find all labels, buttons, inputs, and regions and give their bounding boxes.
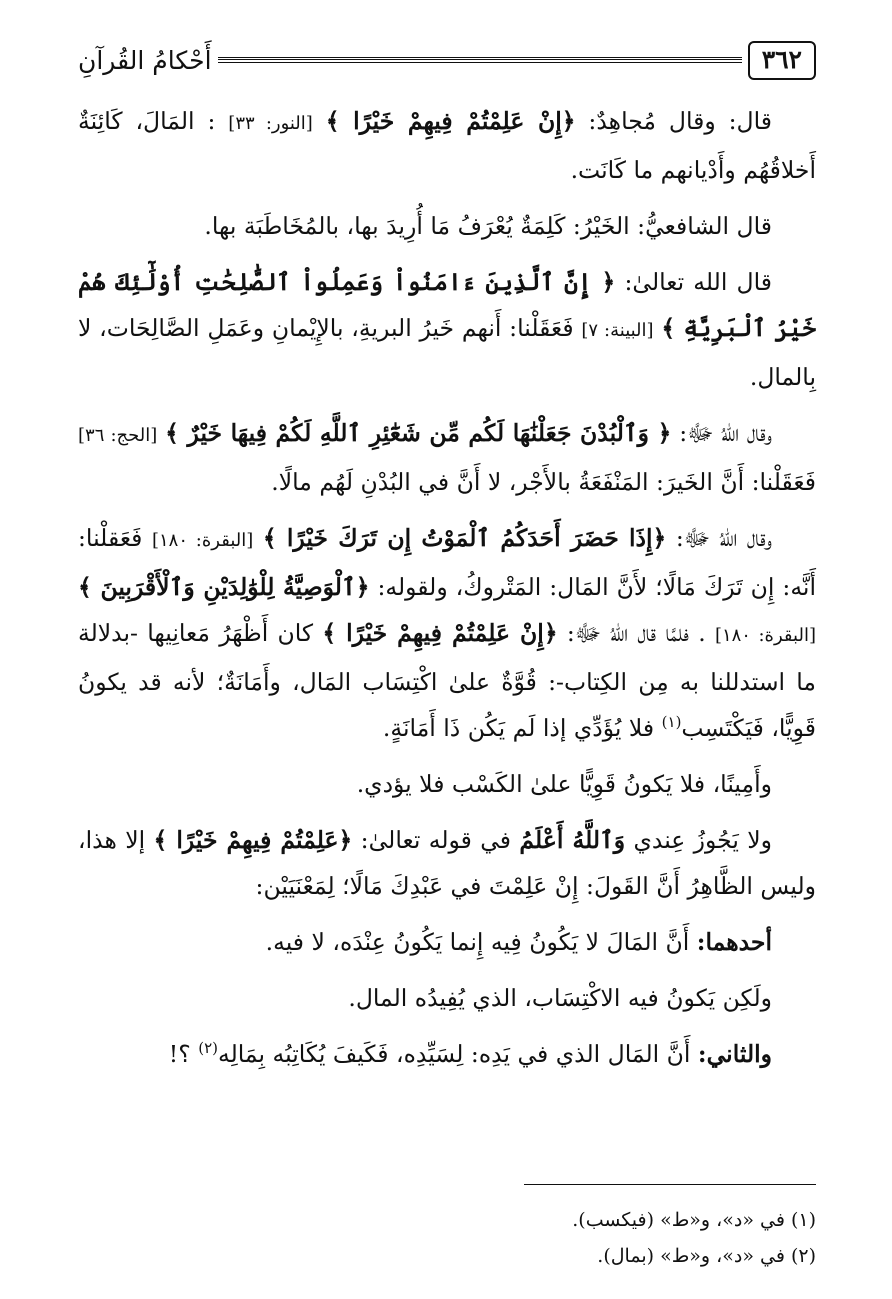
text: فَعَقَلْنا: أَنهم خَيرُ البريةِ، بالإِيْمانِ وعَمَلِ الصَّالِحَات، لا بِالمال.	[78, 314, 816, 391]
page-header	[78, 30, 816, 90]
paragraph-3	[78, 259, 816, 400]
verse-reference: [الحج: ٣٦]	[78, 425, 158, 446]
footnote-rule	[524, 1184, 816, 1185]
paragraph-6: وأَمِينًا، فلا يَكونُ قَوِيًّا علىٰ الكَسْب فلا يؤدي.	[356, 770, 772, 798]
paragraph-9: ولَكِن يَكونُ فيه الاكْتِسَاب، الذي يُفِيدُه المال.	[348, 984, 772, 1012]
paragraph-4	[78, 410, 816, 505]
quran-quote: ﴿إِنْ عَلِمْتُمْ فِيهِمْ خَيْرًا ﴾	[325, 107, 576, 135]
quran-quote: ﴿عَلِمْتُمْ فِيهِمْ خَيْرًا ﴾	[153, 826, 353, 854]
verse-reference: [البقرة: ١٨٠]	[151, 530, 254, 551]
footnote-marker: (٢)	[198, 1039, 218, 1058]
book-title: أَحْكامُ القُرآنِ	[78, 45, 212, 75]
point-label: أحدهما:	[696, 928, 772, 956]
page-number: ٣٦٢	[748, 41, 816, 80]
text: وقال اللهُ ﷻ:	[671, 419, 772, 447]
paragraph-8	[78, 919, 816, 965]
paragraph-1	[78, 98, 816, 193]
paragraph-5	[78, 515, 816, 751]
footnote-1: (١) في «د»، و«ط» (فيكسب).	[572, 1209, 816, 1231]
quran-quote: ﴿إِنْ عَلِمْتُمْ فِيهِمْ خَيْرًا ﴾	[322, 619, 558, 647]
quran-quote: ﴿ وَٱلْبُدْنَ جَعَلْنَٰهَا لَكُم مِّن شَعَٰٓئِرِ ٱللَّهِ لَكُمْ فِيهَا خَيْرٌ ﴾	[165, 419, 672, 447]
text: فَعَقَلْنا: أَنَّ الخَيرَ: المَنْفَعَةُ بالأَجْر، لا أَنَّ في البُدْنِ لَهُم مالًا.	[271, 468, 816, 496]
quran-quote: ﴿إِذَا حَضَرَ أَحَدَكُمُ ٱلْمَوْتُ إِن تَرَكَ خَيْرًا ﴾	[262, 524, 667, 552]
text: قال الله تعالىٰ:	[615, 268, 773, 296]
paragraph-7	[78, 817, 816, 909]
text: . فلمَّا قال اللهُ ﷻ:	[557, 619, 706, 647]
verse-reference: [البينة: ٧]	[581, 320, 654, 341]
point-label: والثاني:	[697, 1040, 772, 1068]
text: وقال اللهُ ﷻ:	[666, 524, 772, 552]
footnote-2: (٢) في «د»، و«ط» (بمال).	[597, 1245, 816, 1267]
header-rule	[218, 57, 742, 63]
paragraph-2: قال الشافعيُّ: الخَيْرُ: كَلِمَةٌ يُعْرَفُ مَا أُرِيدَ بها، بالمُخَاطَبَة بها.	[204, 212, 772, 240]
text: فلا يُؤَدِّي إذا لَم يَكُن ذَا أَمَانَةٍ.	[382, 714, 655, 742]
verse-reference: [النور: ٣٣]	[228, 113, 313, 134]
quran-quote: ﴿ٱلْوَصِيَّةُ لِلْوَٰلِدَيْنِ وَٱلْأَقْرَبِينَ ﴾	[78, 573, 370, 601]
quote-phrase: وَٱللَّهُ أَعْلَمُ	[519, 826, 626, 854]
text: قال: وقال مُجاهِدٌ:	[575, 107, 772, 135]
footnote-marker: (١)	[661, 713, 682, 732]
paragraph-10	[78, 1031, 816, 1077]
text: : المَالَ، كَائِنَةٌ أَخلاقُهُم وأَدْيانهم ما كَانَت.	[78, 107, 816, 184]
quran-quote: ﴿ إِنَّ ٱلَّذِينَ ءَامَنُواْ وَعَمِلُواْ ٱلصَّٰلِحَٰتِ أُوْلَٰٓئِكَ هُمْ خَيْرُ ٱلْبَرِيَّةِ ﴾	[78, 268, 816, 342]
verse-reference: [البقرة: ١٨٠]	[714, 625, 816, 646]
page-body	[78, 98, 816, 1077]
text: ولا يَجُوزُ عِندي	[625, 826, 772, 854]
text: إلا هذا، وليس الظَّاهِرُ أَنَّ القَولَ: إِنْ عَلِمْتَ في عَبْدِكَ مَالًا؛ لِمَعْنَيَيْن:	[78, 826, 816, 900]
text: كان أَظْهَرُ مَعانِيها -بدلالة ما استدللنا به مِن الكِتاب-: قُوَّةٌ علىٰ اكْتِسَاب المَال، وأَمَانَةٌ؛ لأنه قد يكونُ قَوِيًّا، فَيَكْتَسِب	[78, 619, 816, 742]
footnotes	[78, 1202, 816, 1274]
text: فَعَقلْنا: أَنَّه: إِن تَرَكَ مَالًا؛ لأَنَّ المَال: المَتْروكُ، ولقوله:	[78, 524, 816, 601]
text: ؟!	[168, 1040, 191, 1068]
text: أَنَّ المَال الذي في يَدِه: لِسَيِّدِه، فَكَيفَ يُكَاتِبُه بِمَالِه	[217, 1040, 691, 1068]
text: في قوله تعالىٰ:	[352, 826, 512, 854]
book-page	[78, 30, 816, 1270]
text: أَنَّ المَالَ لا يَكُونُ فِيه إِنما يَكُونُ عِنْدَه، لا فيه.	[265, 928, 690, 956]
